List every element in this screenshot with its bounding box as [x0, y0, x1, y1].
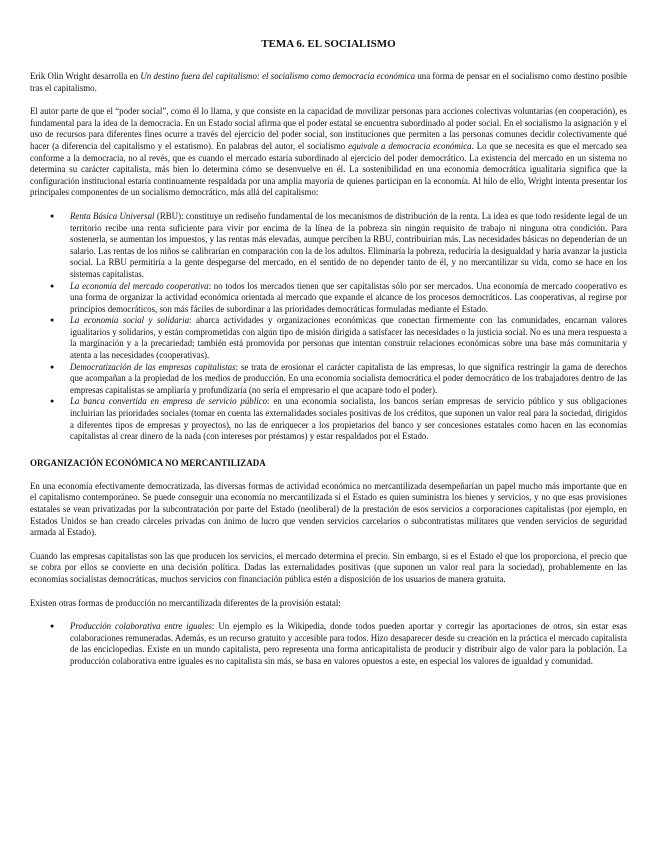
list-item-text: : se trata de erosionar el carácter capitalista de las empresas, lo que significa restringir la gama de derechos que acompañan a la propiedad de los medios de producción. En una economía socialista democrática el poder democrático de los trabajadores dentro de las empresas capitalistas se ampliaría y profundizaría (no sería el empresario el que acapare todo el poder).: [70, 361, 627, 395]
author-text: El autor parte de que el “poder social”, como él lo llama, y que consiste en la capacidad de movilizar personas para acciones colectivas voluntarias (en cooperación), es fundamental para la idea de la democracia. En un Estado social afirma que el poder estatal se encuentra subordinado al poder social. En el socialismo la asignación y el uso de recursos para diferentes fines ocurre a través del ejercicio del poder social, son instituciones que permiten a las personas comunes decidir colectivamente qué hacer (a diferencia del capitalismo y el estatismo). En palabras del autor, el socialismo: [30, 106, 627, 151]
list-item-term: La economía social y solidaria: [70, 315, 190, 326]
list-item-term: Democratización de las empresas capitalistas: [70, 361, 236, 372]
list-item: [70, 362, 627, 397]
list-item-text: : Un ejemplo es la Wikipedia, donde todos pueden aportar y corregir las aportaciones de otros, sin estar esas colaboraciones remuneradas. Además, es un recurso gratuito y accesible para todos. Hizo desaparecer desde su creación en la práctica el mercado capitalista de las enciclopedias. Existe en un mundo capitalista, pero representa una forma anticapitalista de producir y distribuir algo de valor para la población. La producción colaborativa entre iguales es no capitalista sin más, se basa en valores opuestos a este, en especial los valores de igualdad y comunidad.: [70, 621, 627, 666]
components-list: [30, 211, 627, 443]
intro-text: Erik Olin Wright desarrolla en: [30, 71, 141, 81]
list-item-term: Renta Básica Universal: [70, 210, 155, 221]
list-item: [70, 396, 627, 442]
book-title: Un destino fuera del capitalismo: el socialismo como democracia económica: [140, 71, 416, 81]
other-forms-list: [30, 621, 627, 667]
author-paragraph: [30, 106, 627, 199]
paragraph: En una economía efectivamente democratizada, las diversas formas de actividad económica no mercantilizada desempeñarían un papel mucho más importante que en el capitalismo contemporáneo. Se puede conseguir una economía no mercantilizada si el Estado es quien suministra los bienes y servicios, y no que esas provisiones estatales se vean privatizadas por la subcontratación por parte del Estado (neoliberal) de la prestación de esos servicios a corporaciones capitalistas (por ejemplo, en Estados Unidos se han creado cárceles privadas con ánimo de lucro que venden servicios carcelarios o subcontratistas militares que venden servicios de seguridad armada al Estado).: [30, 480, 627, 538]
list-item: [70, 211, 627, 281]
page-title: TEMA 6. EL SOCIALISMO: [261, 38, 396, 50]
list-item: [70, 315, 627, 361]
list-item-term: Producción colaborativa entre iguales: [70, 621, 212, 632]
author-quote: equivale a democracia económica: [348, 140, 472, 151]
author-text-end: . Lo que se necesita es que el mercado sea conforme a la democracia, no al revés, que es cuando el mercado estaría subordinado al ejercicio del poder democrático. La existencia del mercado en un sistema no determina su carácter capitalista, más bien lo determina cómo se desenvuelve en él. La sostenibilidad en una economía democrática igualitaria significa que la configuración institucional estaría continuamente respaldada por una amplia mayoría de quienes participan en la economía. Al hilo de ello, Wright intenta presentar los principales componentes de un socialismo democrático, más allá del capitalismo:: [30, 140, 627, 198]
list-item: [70, 621, 627, 667]
list-item-term: La banca convertida en empresa de servicio público: [70, 396, 268, 407]
list-item-text: : abarca actividades y organizaciones económicas que conectan firmemente con las comunidades, encarnan valores igualitarios y solidarios, y están comprometidas con algún tipo de misión dirigida a satisfacer las necesidades o la justicia social. No es una mera respuesta a la marginación y a la precariedad; también está promovida por personas que intentan construir relaciones económicas sobre una base más comunitaria y atenta a las necesidades (cooperativas).: [70, 315, 627, 361]
paragraph: Cuando las empresas capitalistas son las que producen los servicios, el mercado determina el precio. Sin embargo, si es el Estado el que los proporciona, el precio que se cobra por ellos se convierte en una decisión política. Dadas las externalidades positivas (que suponen un valor real para la sociedad), probablemente en las economías socialistas democráticas, muchos servicios con financiación pública estén a disposición de los usuarios de manera gratuita.: [30, 550, 627, 584]
intro-text-end: una forma de pensar en el socialismo como destino posible tras el capitalismo.: [30, 71, 627, 93]
document-page: [30, 38, 627, 680]
list-item: [70, 281, 627, 316]
intro-paragraph: [30, 71, 627, 94]
list-item-text: : en una economía socialista, los bancos serían empresas de servicio público y sus obligaciones incluirían las prioridades sociales (tomar en cuenta las externalidades sociales positivas de los créditos, que suponen un valor real para la sociedad, dirigidos a diferentes tipos de empresas y proyectos), no las de enriquecer a los propietarios del banco y ser concesiones estatales como hacen en las economías capitalistas al crear dinero de la nada (con intereses por préstamos) y estar respaldados por el Estado.: [70, 396, 627, 442]
list-item-text: : no todos los mercados tienen que ser capitalistas sólo por ser mercados. Una economía de mercado cooperativo es una forma de organizar la actividad económica orientada al mercado que expande el alcance de los procesos democráticos. Las cooperativas, al regirse por principios democráticos, son más fáciles de subordinar a las prioridades democráticas formuladas mediante el Estado.: [70, 280, 627, 314]
list-item-text: (RBU): constituye un rediseño fundamental de los mecanismos de distribución de la renta. La idea es que todo residente legal de un territorio recibe una renta suficiente para vivir por encima de la línea de la pobreza sin ningún requisito de trabajo ni ninguna otra condición. Para sostenerla, se aumentan los impuestos, y las rentas más elevadas, aunque perciben la RBU, contribuirían más. Las necesidades básicas no dependerían de un salario. Las rentas de los niños se calibrarían en comparación con la de los adultos. Eliminaría la pobreza, reduciría la desigualdad y haría avanzar la justicia social. La RBU permitiría a la gente despegarse del mercado, en el sentido de no depender tanto de él, y no mercantilizar su vida, como se hace en los sistemas capitalistas.: [70, 210, 628, 279]
list-item-term: La economía del mercado cooperativa: [70, 280, 209, 291]
paragraph: Existen otras formas de producción no mercantilizada diferentes de la provisión estatal:: [30, 597, 341, 608]
section-heading: ORGANIZACIÓN ECONÓMICA NO MERCANTILIZADA: [30, 457, 266, 468]
